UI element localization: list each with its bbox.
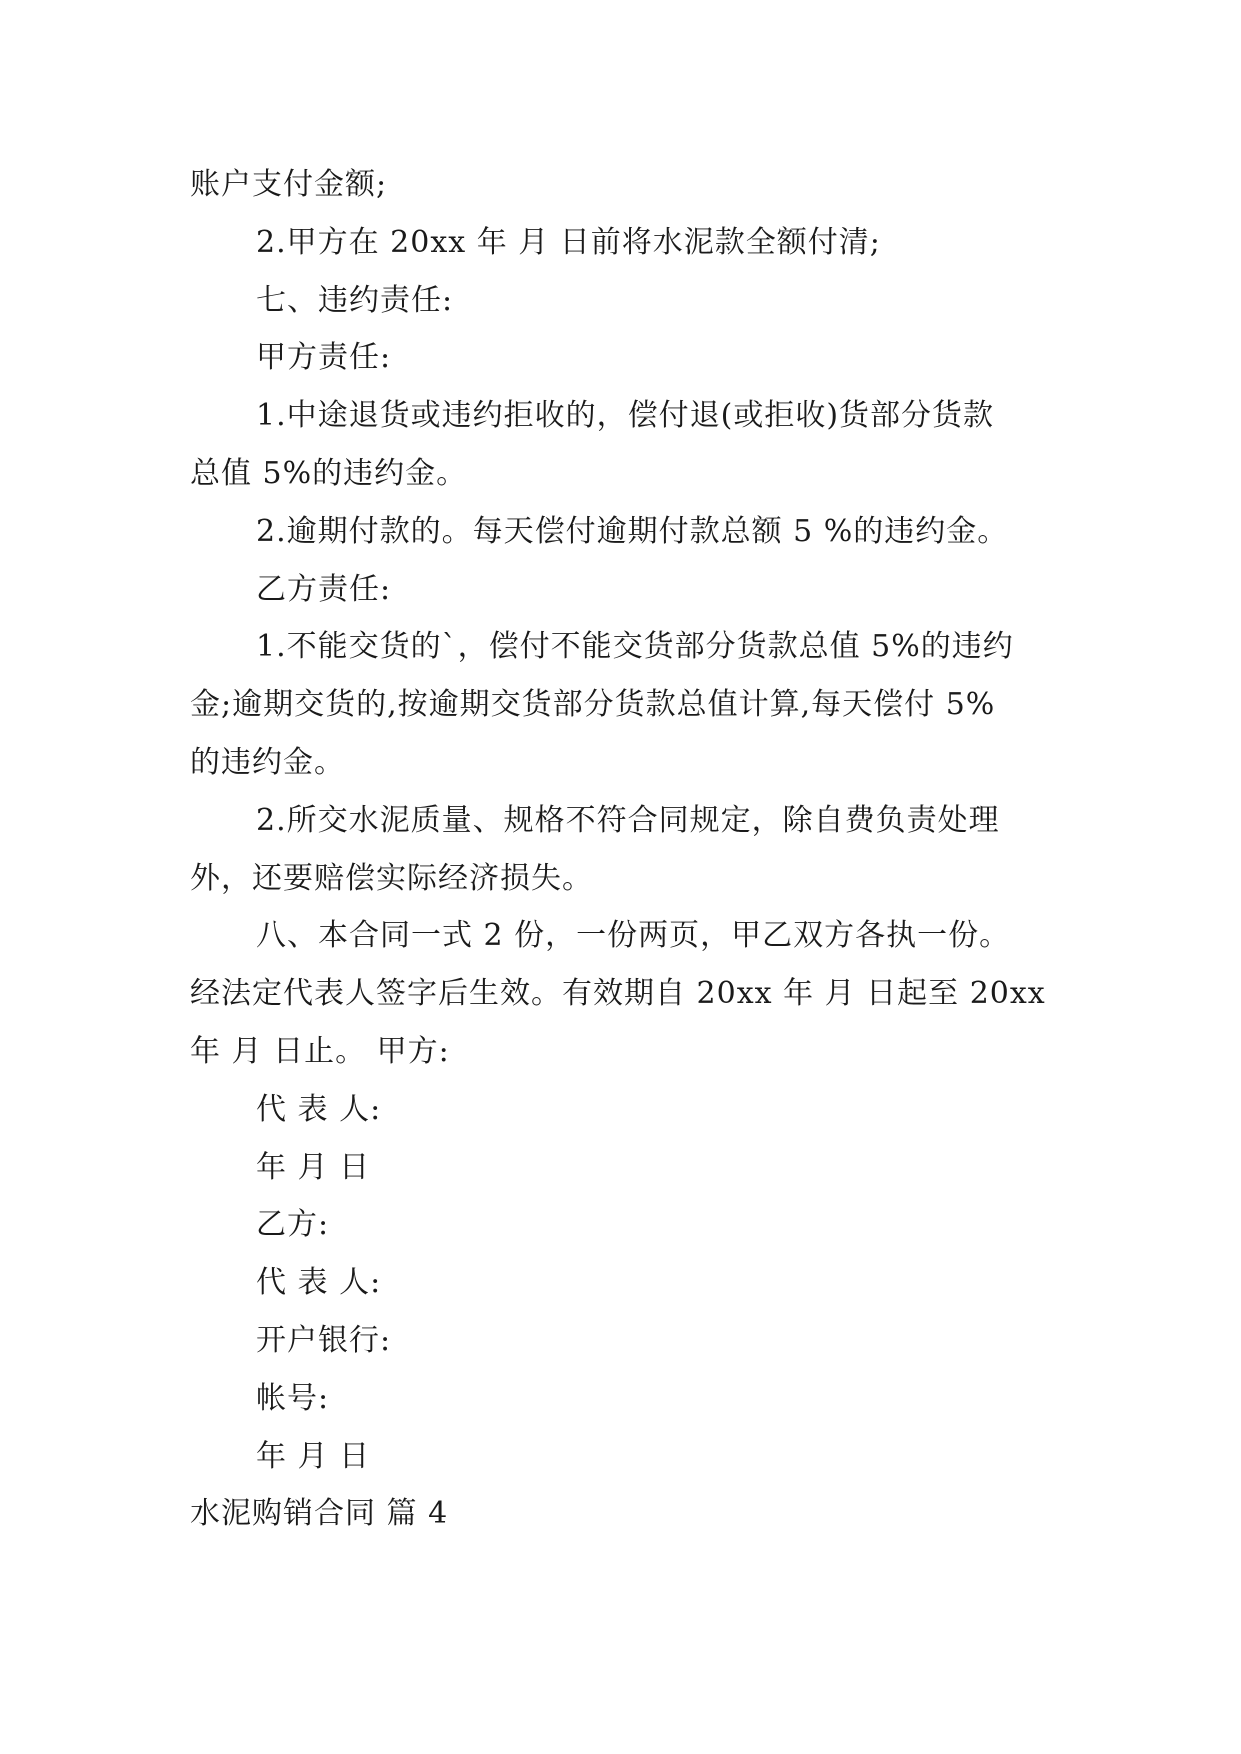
text-line: 经法定代表人签字后生效。有效期自 20xx 年 月 日起至 20xx — [190, 976, 1046, 1012]
bank-field: 开户银行: — [256, 1322, 392, 1358]
signature-field: 代 表 人: — [256, 1091, 382, 1127]
account-field: 帐号: — [256, 1380, 330, 1416]
text-line: 2.甲方在 20xx 年 月 日前将水泥款全额付清; — [256, 224, 881, 260]
text-line: 金;逾期交货的,按逾期交货部分货款总值计算,每天偿付 5% — [190, 687, 996, 723]
date-field: 年 月 日 — [256, 1438, 371, 1474]
document-title: 水泥购销合同 篇 4 — [190, 1496, 449, 1532]
subsection-heading: 乙方责任: — [256, 571, 392, 607]
text-line: 的违约金。 — [190, 744, 345, 780]
signature-field: 乙方: — [256, 1207, 330, 1243]
text-line: 外，还要赔偿实际经济损失。 — [190, 860, 593, 896]
text-line: 年 月 日止。 甲方: — [190, 1033, 450, 1069]
date-field: 年 月 日 — [256, 1149, 371, 1185]
section-heading: 七、违约责任: — [256, 282, 454, 318]
subsection-heading: 甲方责任: — [256, 340, 392, 376]
text-line: 2.所交水泥质量、规格不符合同规定，除自费负责处理 — [256, 802, 1000, 838]
text-line: 1.不能交货的`，偿付不能交货部分货款总值 5%的违约 — [256, 629, 1014, 665]
text-line: 2.逾期付款的。每天偿付逾期付款总额 5 %的违约金。 — [256, 513, 1009, 549]
text-line: 总值 5%的违约金。 — [190, 455, 468, 491]
text-line: 账户支付金额; — [190, 167, 388, 202]
document-body — [190, 156, 1070, 1543]
text-line: 1.中途退货或违约拒收的，偿付退(或拒收)货部分货款 — [256, 398, 995, 434]
signature-field: 代 表 人: — [256, 1265, 382, 1301]
section-heading: 八、本合同一式 2 份，一份两页，甲乙双方各执一份。 — [256, 918, 1011, 954]
